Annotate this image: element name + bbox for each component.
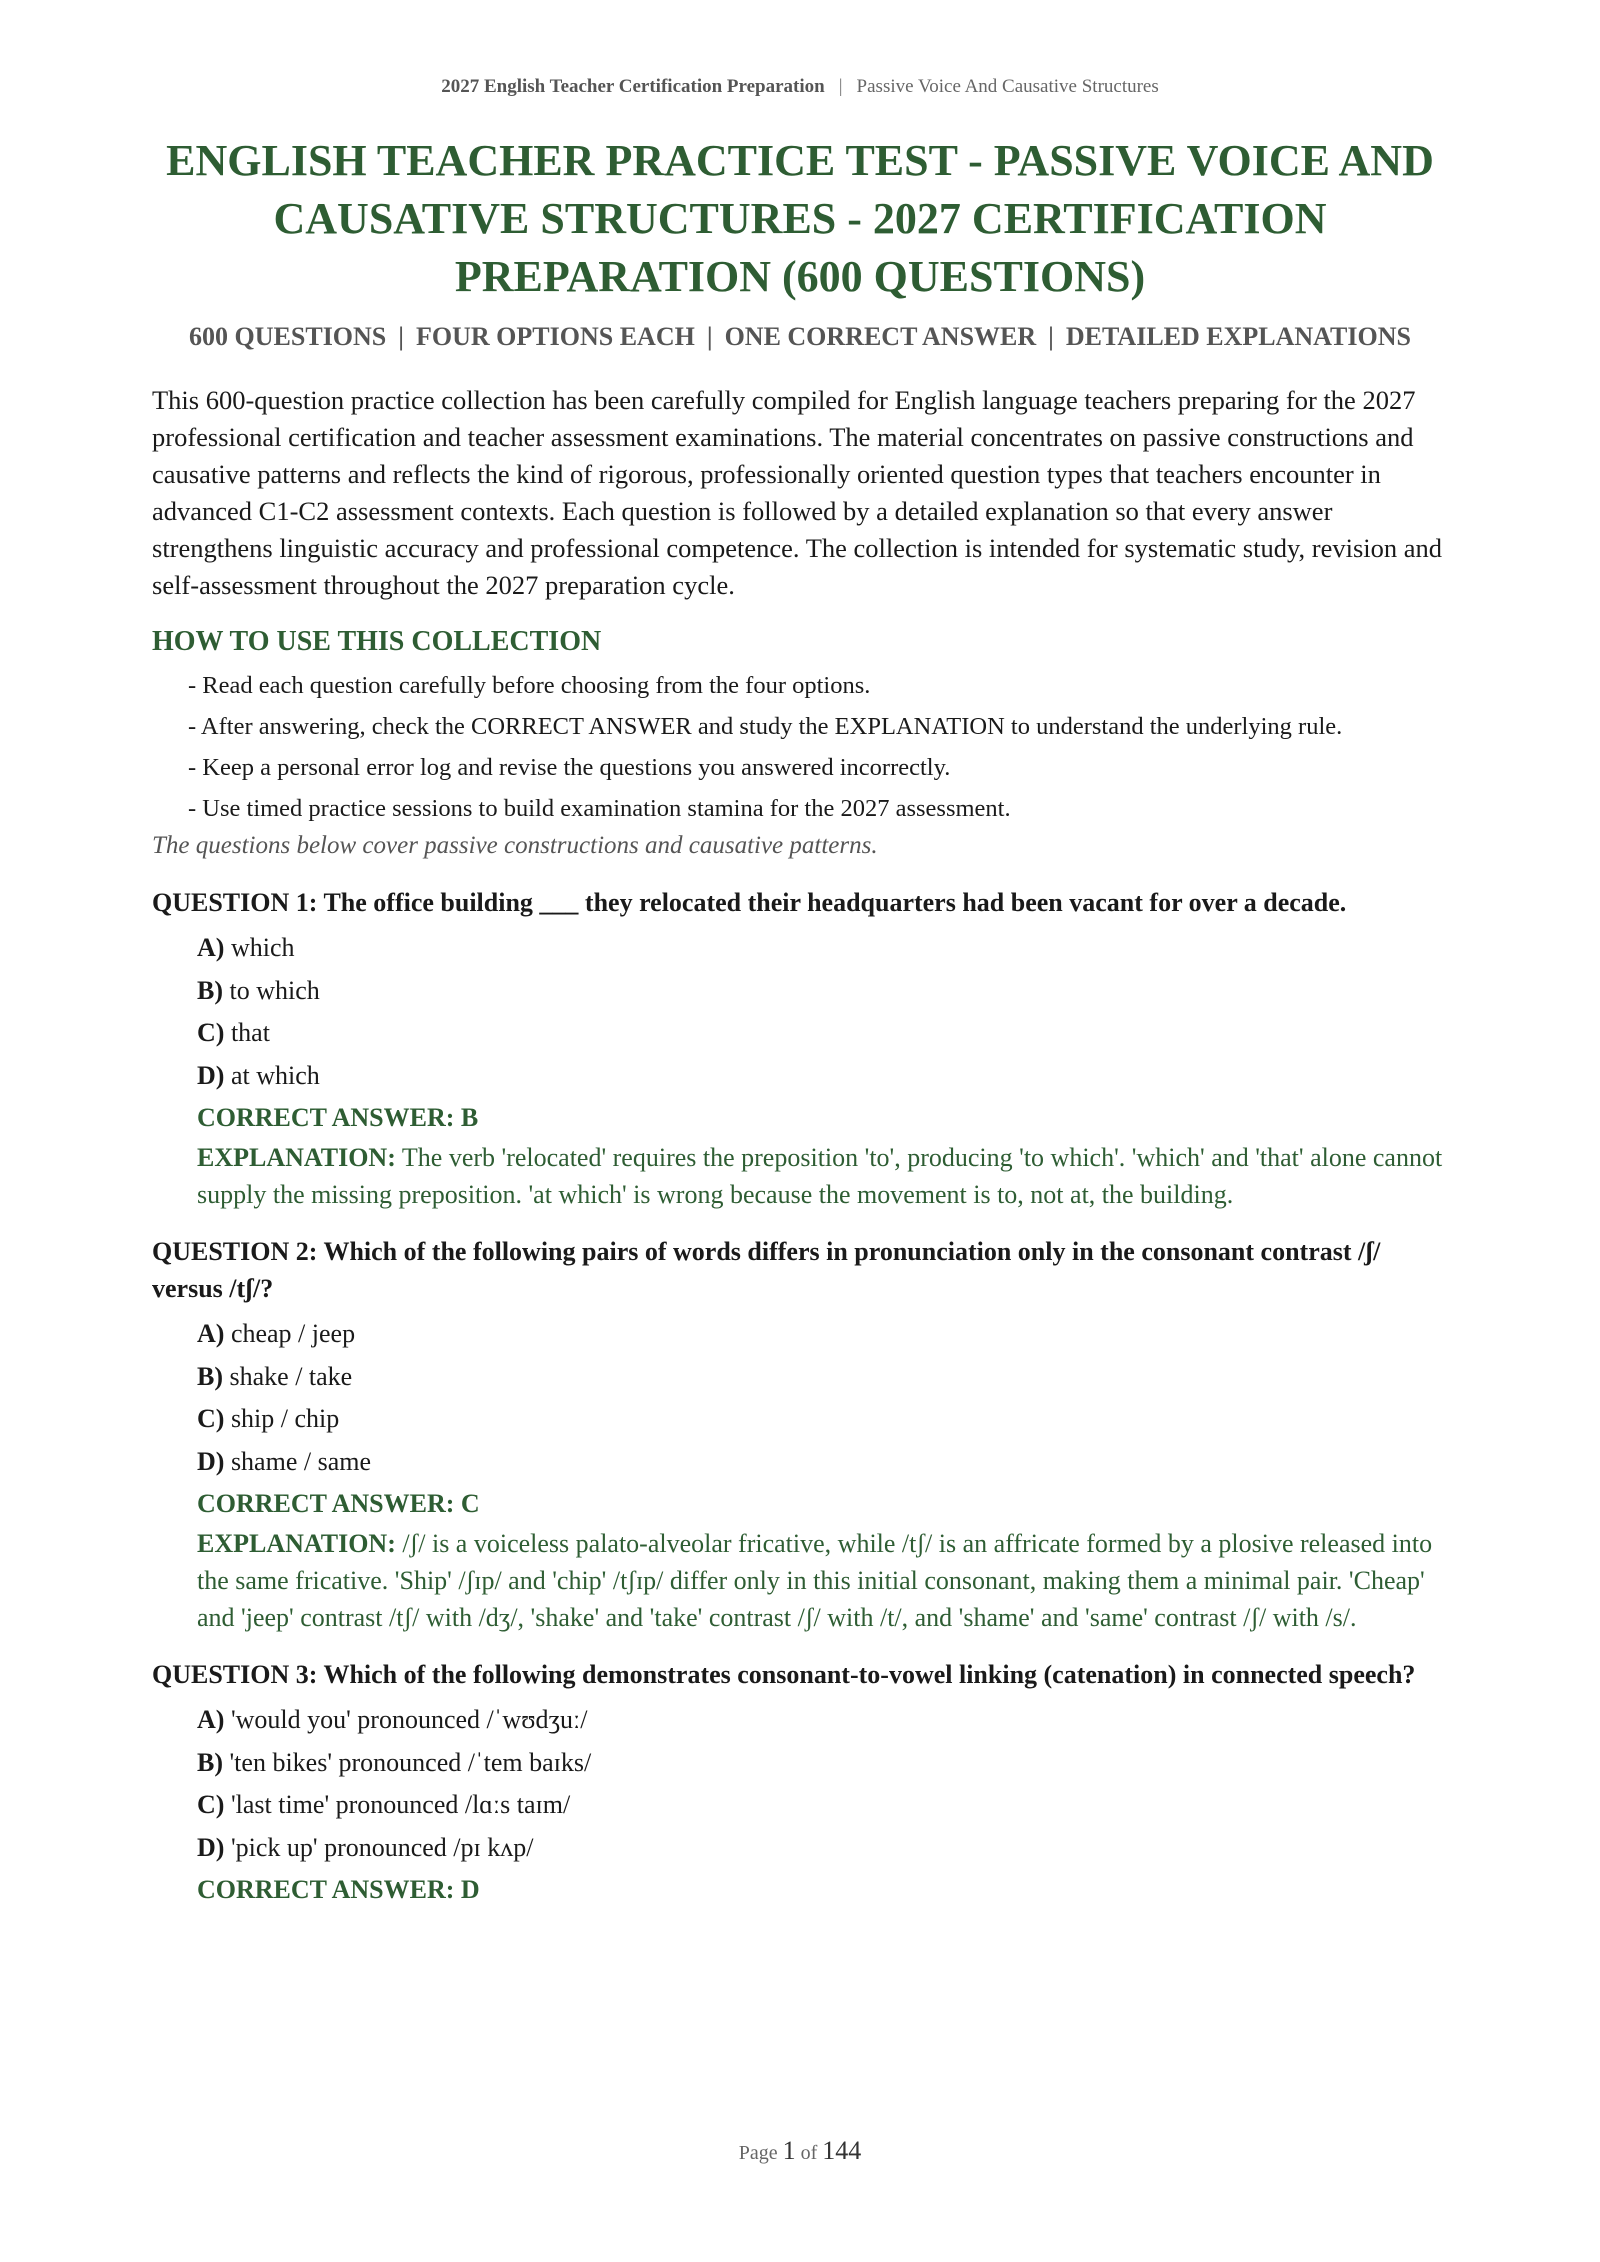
- how-to-list: [152, 668, 1452, 826]
- option-text: to which: [229, 975, 320, 1005]
- header-right: Passive Voice And Causative Structures: [856, 76, 1159, 97]
- option-item: [197, 1012, 1452, 1055]
- option-text: at which: [230, 1060, 320, 1090]
- main-content: [152, 382, 1452, 1931]
- question-stem: QUESTION 1: The office building ___ they relocated their headquarters had been vacant for over a decade.: [152, 888, 1347, 917]
- document-title: ENGLISH TEACHER PRACTICE TEST - PASSIVE VOICE AND CAUSATIVE STRUCTURES - 2027 CERTIFICATION PREPARATION (600 QUESTIONS): [166, 136, 1434, 301]
- option-item: [197, 1441, 1452, 1484]
- footer-total-pages: 144: [822, 2136, 862, 2165]
- option-label: A): [197, 1319, 225, 1348]
- option-item: [197, 1784, 1452, 1827]
- explanation: [152, 1139, 1452, 1213]
- correct-answer: CORRECT ANSWER: C: [197, 1489, 480, 1518]
- document-subtitle: [100, 322, 1500, 352]
- how-to-item: - Read each question carefully before choosing from the four options.: [188, 672, 871, 699]
- option-text: 'ten bikes' pronounced /ˈtem baɪks/: [229, 1747, 592, 1777]
- option-list: [152, 1313, 1452, 1483]
- question-block: [152, 884, 1452, 1213]
- question-stem: QUESTION 2: Which of the following pairs of words differs in pronunciation only in the consonant contrast /ʃ/ versus /tʃ/?: [152, 1237, 1381, 1303]
- option-label: A): [197, 1705, 225, 1734]
- option-text: shake / take: [229, 1361, 353, 1391]
- subtitle-item: FOUR OPTIONS EACH: [416, 322, 695, 351]
- option-text: 'would you' pronounced /ˈwʊdʒuː/: [230, 1705, 588, 1734]
- page-footer: [0, 2136, 1600, 2166]
- running-header: [0, 76, 1600, 98]
- option-text: shame / same: [230, 1446, 372, 1476]
- footer-current-page: 1: [782, 2136, 796, 2165]
- option-text: 'pick up' pronounced /pɪ kʌp/: [230, 1832, 534, 1862]
- option-label: D): [197, 1446, 225, 1476]
- option-list: [152, 1699, 1452, 1869]
- subtitle-separator: |: [706, 322, 713, 351]
- option-item: [197, 1827, 1452, 1870]
- subtitle-item: ONE CORRECT ANSWER: [724, 322, 1037, 351]
- option-text: cheap / jeep: [230, 1319, 356, 1348]
- option-item: [197, 1699, 1452, 1742]
- option-text: ship / chip: [230, 1404, 340, 1433]
- option-label: D): [197, 1832, 225, 1862]
- subtitle-item: 600 QUESTIONS: [189, 322, 387, 351]
- option-text: which: [230, 933, 295, 962]
- question-block: [152, 1233, 1452, 1636]
- option-list: [152, 927, 1452, 1097]
- option-item: [197, 1356, 1452, 1399]
- option-item: [197, 1313, 1452, 1356]
- option-item: [197, 1055, 1452, 1098]
- how-to-item: - Use timed practice sessions to build examination stamina for the 2027 assessment.: [188, 795, 1011, 822]
- option-label: B): [197, 1747, 223, 1777]
- header-separator: |: [838, 76, 843, 97]
- option-label: C): [197, 1018, 225, 1047]
- subtitle-separator: |: [1048, 322, 1054, 351]
- question-stem: QUESTION 3: Which of the following demonstrates consonant-to-vowel linking (catenation) in connected speech?: [152, 1660, 1416, 1689]
- questions-note: The questions below cover passive constructions and causative patterns.: [152, 832, 878, 859]
- option-item: [197, 927, 1452, 970]
- correct-answer: CORRECT ANSWER: B: [197, 1103, 479, 1132]
- option-item: [197, 1742, 1452, 1785]
- how-to-item: - After answering, check the CORRECT ANSWER and study the EXPLANATION to understand the underlying rule.: [188, 713, 1343, 740]
- how-to-heading: HOW TO USE THIS COLLECTION: [152, 626, 602, 657]
- explanation-label: EXPLANATION:: [197, 1529, 396, 1558]
- explanation-text: The verb 'relocated' requires the preposition 'to', producing 'to which'. 'which' and 'that' alone cannot supply the missing preposition. 'at which' is wrong because the movement is to, not at, the building.: [197, 1143, 1443, 1209]
- option-text: 'last time' pronounced /lɑːs taɪm/: [230, 1790, 571, 1819]
- explanation: [152, 1525, 1452, 1636]
- subtitle-item: DETAILED EXPLANATIONS: [1065, 322, 1411, 351]
- option-label: A): [197, 933, 225, 962]
- how-to-item: - Keep a personal error log and revise the questions you answered incorrectly.: [188, 754, 951, 781]
- option-label: D): [197, 1060, 225, 1090]
- option-label: B): [197, 975, 223, 1005]
- footer-page-prefix: Page: [738, 2142, 778, 2164]
- option-item: [197, 1398, 1452, 1441]
- question-block: [152, 1656, 1452, 1911]
- intro-paragraph: This 600-question practice collection has been carefully compiled for English language teachers preparing for the 2027 professional certification and teacher assessment examinations. The material concentrates on passive constructions and causative patterns and reflects the kind of rigorous, professionally oriented question types that teachers encounter in advanced C1-C2 assessment contexts. Each question is followed by a detailed explanation so that every answer strengthens linguistic accuracy and professional competence. The collection is intended for systematic study, revision and self-assessment throughout the 2027 preparation cycle.: [152, 385, 1443, 600]
- option-text: that: [230, 1018, 270, 1047]
- explanation-label: EXPLANATION:: [197, 1143, 396, 1172]
- option-label: B): [197, 1361, 223, 1391]
- footer-of: of: [800, 2142, 818, 2164]
- subtitle-separator: |: [398, 322, 405, 351]
- correct-answer: CORRECT ANSWER: D: [197, 1875, 480, 1904]
- option-label: C): [197, 1404, 225, 1433]
- option-label: C): [197, 1790, 225, 1819]
- explanation-text: /ʃ/ is a voiceless palato-alveolar fricative, while /tʃ/ is an affricate formed by a plosive released into the same fricative. 'Ship' /ʃɪp/ and 'chip' /tʃɪp/ differ only in this initial consonant, making them a minimal pair. 'Cheap' and 'jeep' contrast /tʃ/ with /dʒ/, 'shake' and 'take' contrast /ʃ/ with /t/, and 'shame' and 'same' contrast /ʃ/ with /s/.: [197, 1529, 1433, 1632]
- header-left: 2027 English Teacher Certification Preparation: [441, 76, 825, 97]
- option-item: [197, 970, 1452, 1013]
